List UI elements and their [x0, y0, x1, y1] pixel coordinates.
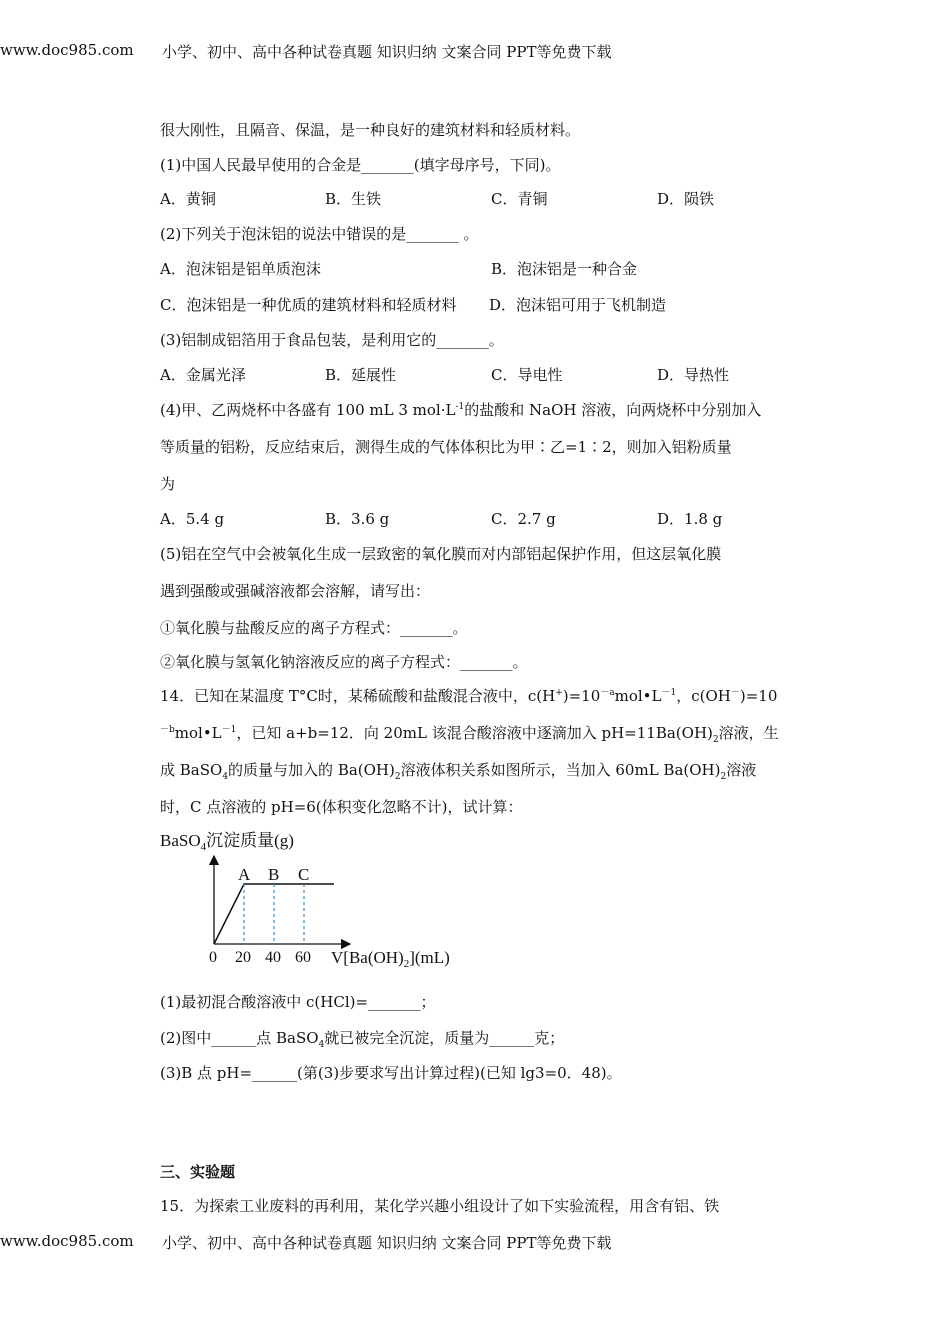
option-c: C．2.7 g — [491, 510, 556, 528]
q14-sub: 4 — [222, 772, 229, 782]
q14-text: ，已知 a+b=12．向 20mL 该混合酸溶液中逐滴加入 pH=11Ba(OH) — [236, 724, 713, 742]
q14-sup: －1 — [661, 688, 677, 698]
option-d: D．导热性 — [657, 366, 730, 384]
question-5-line-2: 遇到强酸或强碱溶液都会溶解，请写出： — [160, 582, 431, 600]
section-heading: 三、实验题 — [160, 1163, 236, 1181]
q14-sub: 2 — [712, 735, 719, 745]
point-label-c: C — [298, 865, 310, 884]
q4-text: (4)甲、乙两烧杯中各盛有 100 mL 3 mol·L — [160, 401, 456, 419]
option-c: C．青铜 — [491, 190, 548, 208]
q14-text: )=10 — [739, 687, 778, 705]
q14-sub: 2 — [394, 772, 401, 782]
q14-text: )=10 — [562, 687, 601, 705]
option-b: B．延展性 — [325, 366, 397, 384]
q14-text: 溶液体积关系如图所示，当加入 60mL Ba(OH) — [400, 761, 721, 779]
question-14-line-3 — [160, 759, 756, 782]
s2-text: (2)图中______点 BaSO — [160, 1029, 319, 1047]
q14-sup: －b — [160, 725, 175, 735]
question-3: (3)铝制成铝箔用于食品包装，是利用它的_______。 — [160, 331, 504, 349]
q14-text: 成 BaSO — [160, 761, 223, 779]
q14-text: mol•L — [614, 687, 662, 705]
footer-url[interactable]: www.doc985.com — [0, 1232, 134, 1250]
origin-label: 0 — [209, 949, 217, 966]
q14-text: 的质量与加入的 Ba(OH) — [228, 761, 395, 779]
x-tick-label: 60 — [295, 949, 311, 966]
header-text: 小学、初中、高中各种试卷真题 知识归纳 文案合同 PPT等免费下载 — [162, 43, 612, 61]
question-1: (1)中国人民最早使用的合金是_______(填字母序号，下同)。 — [160, 156, 561, 174]
option-c: C．导电性 — [491, 366, 563, 384]
question-5-line-3: ①氧化膜与盐酸反应的离子方程式：_______。 — [160, 619, 468, 637]
q14-sup: － — [730, 688, 740, 698]
subquestion-3: (3)B 点 pH=______(第(3)步要求写出计算过程)(已知 lg3=0．48)。 — [160, 1064, 622, 1082]
option-a: A．金属光泽 — [160, 366, 246, 384]
option-a: A．黄铜 — [160, 190, 216, 208]
question-4-line-2: 等质量的铝粉，反应结束后，测得生成的气体体积比为甲∶乙=1∶2，则加入铝粉质量 — [160, 438, 732, 456]
point-label-b: B — [268, 865, 280, 884]
point-label-a: A — [238, 865, 251, 884]
option-b: B．生铁 — [325, 190, 382, 208]
x-tick-label: 20 — [235, 949, 251, 966]
q4-sup: -1 — [455, 402, 465, 412]
subquestion-2 — [160, 1027, 564, 1050]
q14-text: mol•L — [174, 724, 222, 742]
chart-ylabel: BaSO$_4$沉淀质量(g) — [160, 831, 294, 853]
option-c: C．泡沫铝是一种优质的建筑材料和轻质材料 — [160, 296, 457, 314]
option-b: B．3.6 g — [325, 510, 390, 528]
subquestion-1: (1)最初混合酸溶液中 c(HCl)=_______； — [160, 993, 436, 1011]
option-a: A．泡沫铝是铝单质泡沫 — [160, 260, 321, 278]
chart-xlabel: $V[Ba(OH)_2](mL)$ — [331, 948, 450, 970]
option-b: B．泡沫铝是一种合金 — [491, 260, 638, 278]
option-d: D．1.8 g — [657, 510, 723, 528]
option-d: D．泡沫铝可用于飞机制造 — [489, 296, 667, 314]
q14-text: 溶液，生 — [718, 724, 779, 742]
baso4-chart — [150, 826, 470, 976]
question-2: (2)下列关于泡沫铝的说法中错误的是_______ 。 — [160, 225, 479, 243]
s2-sub: 4 — [318, 1040, 325, 1050]
q14-text: 14．已知在某温度 T°C时，某稀硫酸和盐酸混合液中，c(H — [160, 687, 556, 705]
text-line: 很大刚性，且隔音、保温，是一种良好的建筑材料和轻质材料。 — [160, 121, 581, 139]
option-d: D．陨铁 — [657, 190, 715, 208]
q4-text-2: 的盐酸和 NaOH 溶液，向两烧杯中分别加入 — [464, 401, 762, 419]
question-5-line-4: ②氧化膜与氢氧化钠溶液反应的离子方程式：_______。 — [160, 653, 528, 671]
question-14-line-1 — [160, 685, 777, 706]
q14-sup: －1 — [221, 725, 237, 735]
x-tick-label: 40 — [265, 949, 281, 966]
question-15: 15．为探索工业废料的再利用，某化学兴趣小组设计了如下实验流程，用含有铝、铁 — [160, 1197, 720, 1215]
q14-text: 溶液 — [726, 761, 757, 779]
q14-sup: －a — [600, 688, 615, 698]
header-url[interactable]: www.doc985.com — [0, 41, 134, 59]
footer-text: 小学、初中、高中各种试卷真题 知识归纳 文案合同 PPT等免费下载 — [162, 1234, 612, 1252]
q14-sub: 2 — [720, 772, 727, 782]
q14-sup: + — [555, 688, 563, 698]
question-4-line-3: 为 — [160, 475, 176, 493]
option-a: A．5.4 g — [160, 510, 225, 528]
question-5-line-1: (5)铝在空气中会被氧化生成一层致密的氧化膜而对内部铝起保护作用，但这层氧化膜 — [160, 545, 722, 563]
question-14-line-4: 时，C 点溶液的 pH=6(体积变化忽略不计)，试计算： — [160, 798, 523, 816]
question-4-line-1 — [160, 399, 761, 420]
s2-text-2: 就已被完全沉淀，质量为______克； — [324, 1029, 565, 1047]
q14-text: ，c(OH — [676, 687, 731, 705]
question-14-line-2 — [160, 722, 779, 745]
